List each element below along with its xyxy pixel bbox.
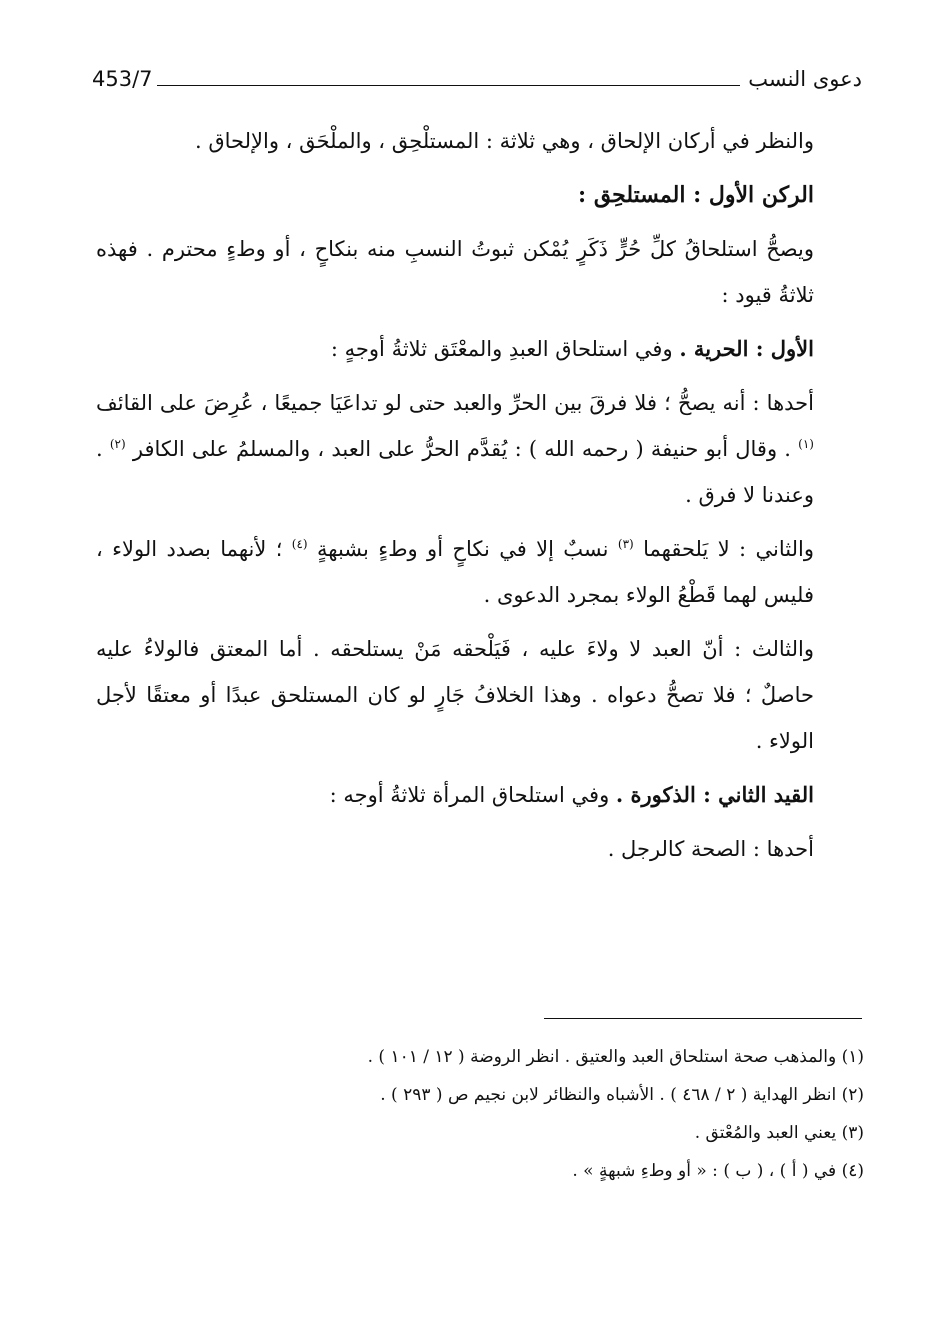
footnote-3: (٣) يعني العبد والمُعْتق . [694,1123,864,1143]
page-header [92,58,862,92]
section-heading-first-pillar: الركن الأول : المستلحِق : [578,182,814,208]
view-one-text-c: . وعندنا لا فرق . [96,437,814,507]
freedom-text: وفي استلحاق العبدِ والمعْتَق ثلاثةُ أوجهٍ : [330,337,673,361]
masculinity-lead: القيد الثاني : الذكورة . [615,782,814,807]
main-text [96,118,814,880]
view-two-text-a: والثاني : لا يَلحقهما [643,537,814,561]
footnote-ref-4: (٤) [291,537,308,551]
footnote-ref-1: (١) [798,437,814,451]
footnote-4: (٤) في ( أ ) ، ( ب ) : « أو وطءِ شبهةٍ » . [572,1161,864,1181]
header-rule [157,85,741,86]
view-two-text-b: نسبٌ إلا في نكاحٍ أو وطءٍ بشبهةٍ [317,537,609,561]
running-title: دعوى النسب [748,67,862,91]
view-one-text-a: أحدها : أنه يصحُّ ؛ فلا فرقَ بين الحرِّ والعبد حتى لو تداعَيَا جميعًا ، عُرِضَ على القائف [96,391,814,415]
view-one-text-b: . وقال أبو حنيفة ( رحمه الله ) : يُقدَّم الحرُّ على العبد ، والمسلمُ على الكافر [132,437,791,461]
footnote-2: (٢) انظر الهداية ( ٢ / ٤٦٨ ) . الأشباه والنظائر لابن نجيم ص ( ٢٩٣ ) . [380,1085,864,1105]
paragraph-view-three: والثالث : أنّ العبد لا ولاءَ عليه ، فَيَلْحقه مَنْ يستلحقه . أما المعتق فالولاءُ عليه حاصلٌ ؛ فلا تصحُّ دعواه . وهذا الخلافُ جَارٍ لو كان المستلحق عبدًا أو معتقًا لأجل الولاء . [96,637,814,753]
intro-paragraph: والنظر في أركان الإلحاق ، وهي ثلاثة : المستلْحِق ، والملْحَق ، والإلحاق . [195,129,814,153]
paragraph-masculinity [96,772,814,818]
paragraph-masculinity-view-one: أحدها : الصحة كالرجل . [607,837,814,861]
paragraph-conditions: ويصحُّ استلحاقُ كلِّ حُرٍّ ذَكَرٍ يُمْكن ثبوتُ النسبِ منه بنكاحٍ ، أو وطءٍ محترم . فهذه ثلاثةُ قيود : [96,237,814,307]
footnote-ref-3: (٣) [617,537,634,551]
footnote-separator [544,1018,862,1019]
paragraph-freedom [96,326,814,372]
masculinity-text: وفي استلحاق المرأة ثلاثةُ أوجه : [329,783,610,807]
view-two-text-c: ؛ لأنهما بصدد الولاء ، فليس لهما قَطْعُ الولاء بمجرد الدعوى . [96,537,814,607]
page-number: 453/7 [92,67,153,91]
paragraph-view-one [96,380,814,518]
footnotes [120,1038,864,1190]
paragraph-view-two [96,526,814,618]
footnote-ref-2: (٢) [109,437,126,451]
freedom-lead: الأول : الحرية . [679,336,814,361]
footnote-1: (١) والمذهب صحة استلحاق العبد والعتيق . انظر الروضة ( ١٢ / ١٠١ ) . [367,1047,864,1067]
